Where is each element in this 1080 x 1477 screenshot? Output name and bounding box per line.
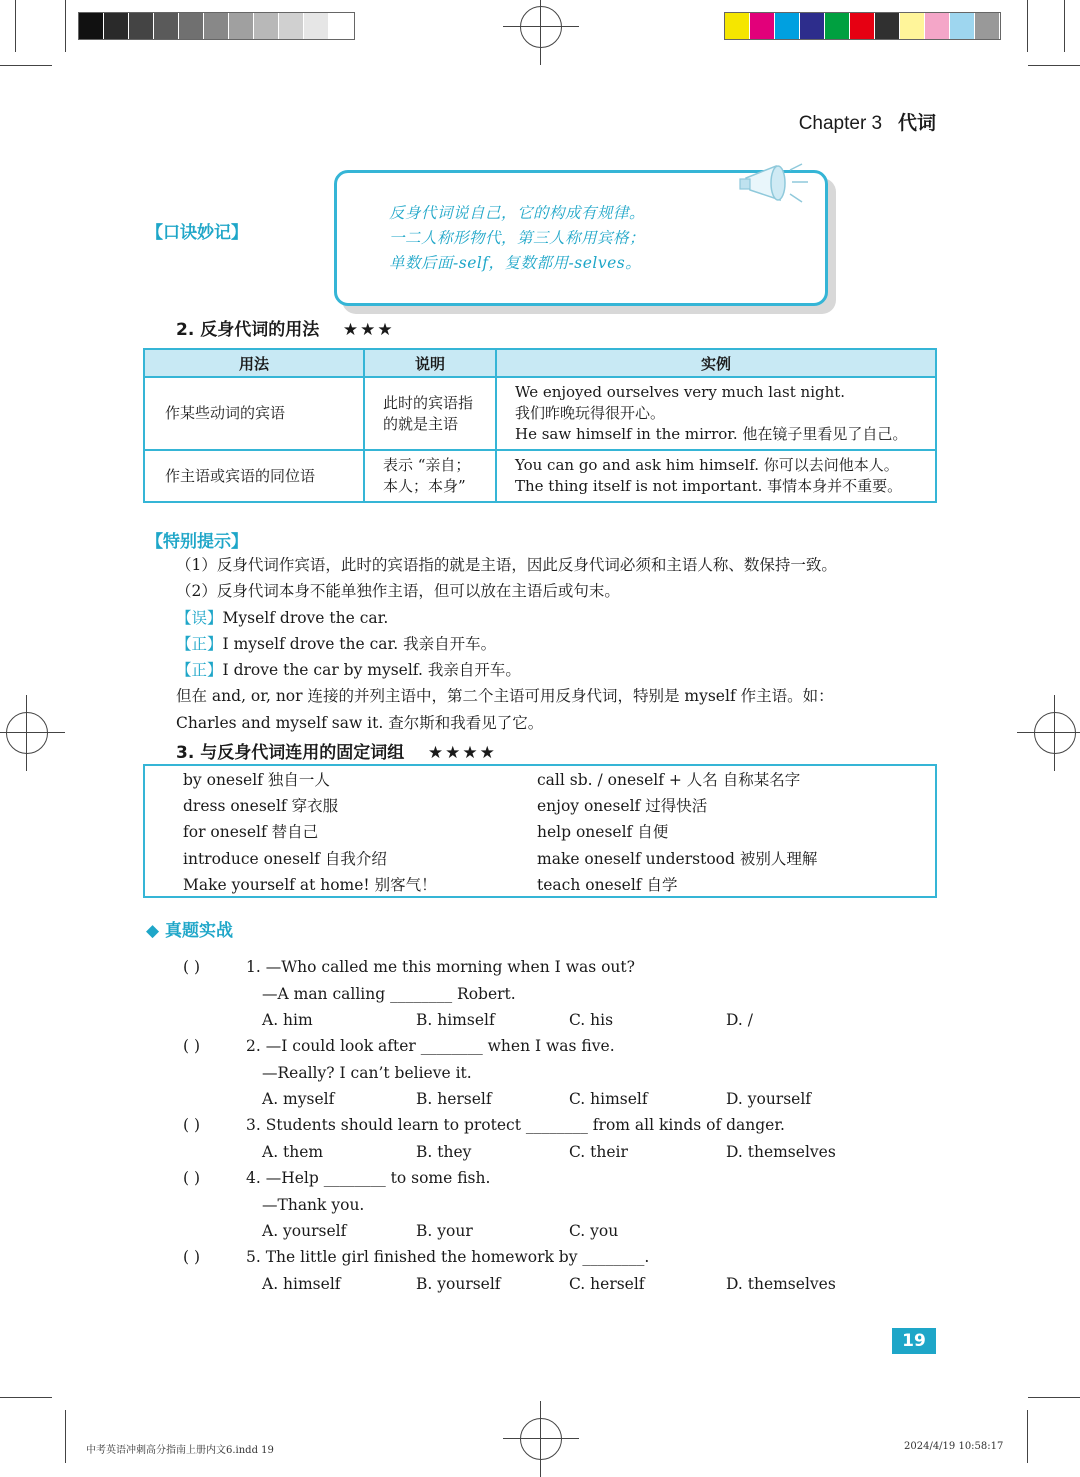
question-text: —Really? I can’t believe it. xyxy=(262,1064,472,1082)
color-swatch xyxy=(204,13,229,39)
question-text: —Thank you. xyxy=(262,1196,365,1214)
answer-bracket: ( ) xyxy=(183,1169,201,1187)
answer-bracket: ( ) xyxy=(183,958,201,976)
right-example xyxy=(176,658,521,680)
note-line: 表示 “亲自； xyxy=(383,456,471,474)
practice-title: ◆ 真题实战 xyxy=(146,921,233,941)
phrase-item: make oneself understood 被别人理解 xyxy=(537,850,818,868)
crop-mark xyxy=(65,0,66,52)
color-swatch xyxy=(825,13,850,39)
color-swatch xyxy=(725,13,750,39)
color-swatch xyxy=(925,13,950,39)
section-2-title xyxy=(176,315,395,340)
option: B. himself xyxy=(416,1011,495,1029)
megaphone-icon xyxy=(736,160,812,216)
phrase-item: teach oneself 自学 xyxy=(537,876,678,894)
crop-mark xyxy=(1064,0,1065,52)
phrase-box xyxy=(143,764,937,898)
color-swatch xyxy=(329,13,354,39)
color-swatch xyxy=(304,13,329,39)
option: D. themselves xyxy=(726,1275,836,1293)
footer-filename: 中考英语冲刺高分指南上册内文6.indd 19 xyxy=(86,1445,274,1456)
difficulty-stars: ★★★★ xyxy=(427,743,497,763)
example-line: You can go and ask him himself. 你可以去问他本人。 xyxy=(515,456,899,474)
note-line: 此时的宾语指 xyxy=(383,393,474,412)
option: A. them xyxy=(262,1143,324,1161)
table-header: 实例 xyxy=(496,349,936,377)
wrong-example xyxy=(176,606,388,628)
table-header: 说明 xyxy=(364,349,496,377)
mnemonic-line: 单数后面-self，复数都用-selves。 xyxy=(389,254,642,272)
color-swatch xyxy=(104,13,129,39)
table-header-row xyxy=(144,349,936,377)
table-cell-note xyxy=(364,450,496,502)
gray-color-bar xyxy=(78,12,355,40)
table-cell-usage: 作主语或宾语的同位语 xyxy=(144,450,364,502)
crop-mark xyxy=(0,65,52,66)
table-row xyxy=(144,377,936,450)
wrong-tag: 【误】 xyxy=(176,609,223,627)
crop-mark xyxy=(1028,1397,1080,1398)
registration-mark xyxy=(520,1418,562,1460)
wrong-sentence: Myself drove the car. xyxy=(222,609,389,627)
phrase-item: enjoy oneself 过得快活 xyxy=(537,797,708,815)
table-cell-usage: 作某些动词的宾语 xyxy=(144,377,364,450)
color-swatch xyxy=(179,13,204,39)
question-text: 2. —I could look after ________ when I was five. xyxy=(246,1037,615,1055)
question-text: 5. The little girl finished the homework by ________. xyxy=(246,1248,650,1266)
option: D. yourself xyxy=(726,1090,812,1108)
registration-mark xyxy=(1034,712,1076,754)
mnemonic-line: 反身代词说自己，它的构成有规律。 xyxy=(389,204,646,222)
question-text: 1. —Who called me this morning when I was out? xyxy=(246,958,635,976)
color-swatch xyxy=(279,13,304,39)
section-3-title xyxy=(176,738,497,763)
option: A. him xyxy=(262,1011,313,1029)
option: B. your xyxy=(416,1222,473,1240)
crop-mark xyxy=(0,1397,52,1398)
color-swatch xyxy=(154,13,179,39)
table-cell-note xyxy=(364,377,496,450)
phrase-item: by oneself 独自一人 xyxy=(183,771,330,789)
example-line: The thing itself is not important. 事情本身并不重要。 xyxy=(515,477,903,495)
chapter-header xyxy=(799,108,936,135)
right-example xyxy=(176,632,496,654)
right-sentence: I myself drove the car. 我亲自开车。 xyxy=(222,635,497,653)
mnemonic-tag: 【口诀妙记】 xyxy=(146,223,248,243)
example-line: He saw himself in the mirror. 他在镜子里看见了自己。 xyxy=(515,425,908,443)
color-swatch xyxy=(800,13,825,39)
question-text: 4. —Help ________ to some fish. xyxy=(246,1169,491,1187)
example-line: We enjoyed ourselves very much last night. xyxy=(515,383,846,401)
color-swatch xyxy=(254,13,279,39)
table-row xyxy=(144,450,936,502)
crop-mark xyxy=(15,0,16,52)
crop-mark xyxy=(1027,0,1028,52)
answer-bracket: ( ) xyxy=(183,1248,201,1266)
tip-paragraph: （2）反身代词本身不能单独作主语，但可以放在主语后或句末。 xyxy=(176,582,620,600)
crop-mark xyxy=(1028,65,1080,66)
usage-table xyxy=(143,348,937,503)
chapter-topic: 代词 xyxy=(897,113,936,134)
answer-bracket: ( ) xyxy=(183,1037,201,1055)
color-bar xyxy=(724,12,1001,40)
phrase-item: dress oneself 穿衣服 xyxy=(183,797,339,815)
option: B. yourself xyxy=(416,1275,501,1293)
option: A. himself xyxy=(262,1275,341,1293)
example-line: 我们昨晚玩得很开心。 xyxy=(515,404,666,422)
table-cell-examples xyxy=(496,450,936,502)
option: A. myself xyxy=(262,1090,335,1108)
right-tag: 【正】 xyxy=(176,661,223,679)
color-swatch xyxy=(79,13,104,39)
mnemonic-line: 一二人称形物代，第三人称用宾格； xyxy=(389,229,646,247)
option: D. / xyxy=(726,1011,753,1029)
phrase-item: call sb. / oneself + 人名 自称某名字 xyxy=(537,771,801,789)
footer-timestamp: 2024/4/19 10:58:17 xyxy=(904,1441,1004,1452)
option: A. yourself xyxy=(262,1222,347,1240)
phrase-item: Make yourself at home! 别客气！ xyxy=(183,876,437,894)
page-number: 19 xyxy=(892,1328,936,1354)
note-line: 的就是主语 xyxy=(383,414,459,433)
question-text: 3. Students should learn to protect ________ from all kinds of danger. xyxy=(246,1116,785,1134)
option: C. his xyxy=(569,1011,614,1029)
color-swatch xyxy=(229,13,254,39)
color-swatch xyxy=(850,13,875,39)
phrase-item: introduce oneself 自我介绍 xyxy=(183,850,387,868)
color-swatch xyxy=(775,13,800,39)
right-sentence: I drove the car by myself. 我亲自开车。 xyxy=(222,661,521,679)
chapter-number: Chapter 3 xyxy=(798,113,883,134)
tip-paragraph: （1）反身代词作宾语，此时的宾语指的就是主语，因此反身代词必须和主语人称、数保持一致。 xyxy=(176,556,837,574)
color-swatch xyxy=(950,13,975,39)
section-2-title-text: 2. 反身代词的用法 xyxy=(176,320,320,340)
question-text: —A man calling ________ Robert. xyxy=(262,985,516,1003)
crop-mark xyxy=(65,1410,66,1463)
note-line: 本人；本身” xyxy=(383,477,466,495)
answer-bracket: ( ) xyxy=(183,1116,201,1134)
option: D. themselves xyxy=(726,1143,836,1161)
registration-mark xyxy=(520,6,562,48)
tip-example: Charles and myself saw it. 查尔斯和我看见了它。 xyxy=(176,714,544,732)
option: C. their xyxy=(569,1143,628,1161)
tip-paragraph: 但在 and, or, nor 连接的并列主语中，第二个主语可用反身代词，特别是 myself 作主语。如： xyxy=(176,687,834,705)
option: C. herself xyxy=(569,1275,645,1293)
color-swatch xyxy=(875,13,900,39)
option: B. they xyxy=(416,1143,472,1161)
registration-mark xyxy=(6,712,48,754)
crop-mark xyxy=(1027,1410,1028,1463)
option: C. himself xyxy=(569,1090,648,1108)
color-swatch xyxy=(900,13,925,39)
color-swatch xyxy=(129,13,154,39)
table-header: 用法 xyxy=(144,349,364,377)
option: B. herself xyxy=(416,1090,492,1108)
option: C. you xyxy=(569,1222,619,1240)
special-tip-tag: 【特别提示】 xyxy=(146,532,248,552)
phrase-item: for oneself 替自己 xyxy=(183,823,319,841)
phrase-item: help oneself 自便 xyxy=(537,823,669,841)
difficulty-stars: ★★★ xyxy=(342,320,395,340)
color-swatch xyxy=(975,13,1000,39)
right-tag: 【正】 xyxy=(176,635,223,653)
table-cell-examples xyxy=(496,377,936,450)
section-3-title-text: 3. 与反身代词连用的固定词组 xyxy=(176,743,405,763)
color-swatch xyxy=(750,13,775,39)
